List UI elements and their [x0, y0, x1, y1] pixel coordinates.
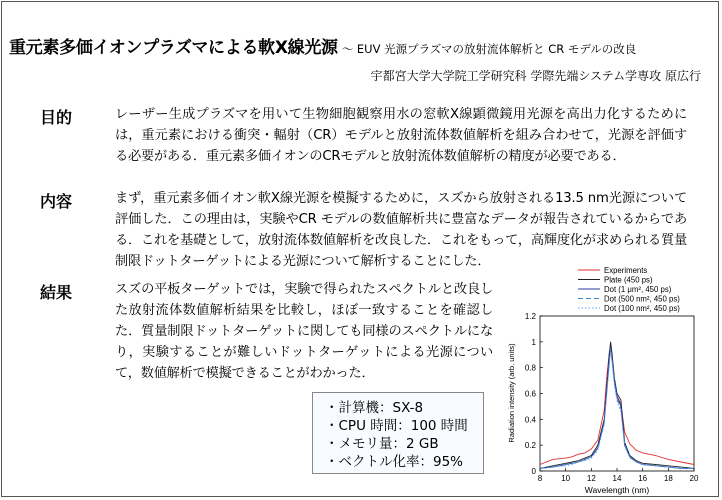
y-tick-label: 0.2 [524, 441, 536, 451]
y-tick-label: 0.8 [524, 363, 536, 373]
legend-label: Plate (450 ps) [604, 275, 653, 285]
y-tick-label: 0 [531, 467, 536, 476]
spec-item-memory: ・メモリ量：2 GB [325, 436, 439, 452]
spec-item-vectorization: ・ベクトル化率：95% [325, 454, 464, 470]
legend-label: Dot (100 nm², 450 ps) [604, 303, 680, 313]
section-text-purpose: レーザー生成プラズマを用いて生物細胞観察用水の窓軟X線顕微鏡用光源を高出力化するためには，重元素における衝突・輻射（CR）モデルと放射流体数値解析を組み合わせて，光源を評価する必要がある．重元素多価イオンのCRモデルと放射流体数値解析の精度が必要である． [115, 107, 687, 164]
legend-label: Dot (500 nm², 450 ps) [604, 294, 680, 304]
chart-legend [578, 266, 680, 313]
legend-label: Experiments [604, 265, 648, 275]
x-tick-label: 18 [663, 474, 673, 483]
x-tick-label: 12 [586, 474, 596, 483]
x-tick-label: 16 [638, 474, 648, 483]
x-tick-label: 20 [689, 474, 699, 483]
section-label-result: 結果 [40, 283, 73, 302]
y-tick-label: 0.6 [524, 389, 536, 399]
section-label-purpose: 目的 [40, 108, 73, 127]
y-tick-label: 1.2 [524, 312, 536, 321]
section-text-result: スズの平板ターゲットでは，実験で得られたスペクトルと改良した放射流体数値解析結果を比較し，ほぼ一致することを確認した．質量制限ドットターゲットに関しても同様のスペクトルになり，実験することが難しいドットターゲットによる光源について，数値解析で模擬できることがわかった． [115, 282, 493, 381]
affiliation: 宇都宮大学大学院工学研究科 学際先端システム学専攻 原広行 [370, 69, 701, 83]
x-tick-label: 14 [612, 474, 622, 483]
compute-specs-box [312, 392, 484, 474]
slide-title [9, 33, 636, 58]
x-tick-label: 8 [537, 474, 543, 483]
spec-item-computer: ・計算機：SX-8 [325, 400, 424, 416]
y-tick-label: 1 [531, 337, 536, 347]
title-subtitle: ～ EUV 光源プラズマの放射流体解析と CR モデルの改良 [341, 42, 637, 56]
title-main: 重元素多価イオンプラズマによる軟X線光源 [9, 38, 338, 58]
legend-label: Dot (1 μm², 450 ps) [604, 284, 672, 294]
x-tick-label: 10 [561, 474, 571, 483]
spectrum-chart [500, 262, 710, 496]
y-tick-label: 0.4 [524, 415, 536, 425]
x-axis-label: Wavelength (nm) [584, 485, 650, 495]
spec-item-cpu-time: ・CPU 時間：100 時間 [325, 418, 468, 434]
section-text-content: まず，重元素多価イオン軟X線光源を模擬するために，スズから放射される13.5 nm光源について評価した．この理由は，実験やCR モデルの数値解析共に豊富なデータが報告されているからである．これを基礎として，放射流体数値解析を改良した．これをもって，高輝度化が求められる質量制限ドットターゲットによる光源について解析することにした． [115, 191, 687, 269]
y-axis-label: Radiation intensity (arb. units) [507, 343, 516, 443]
section-label-content: 内容 [40, 192, 73, 211]
